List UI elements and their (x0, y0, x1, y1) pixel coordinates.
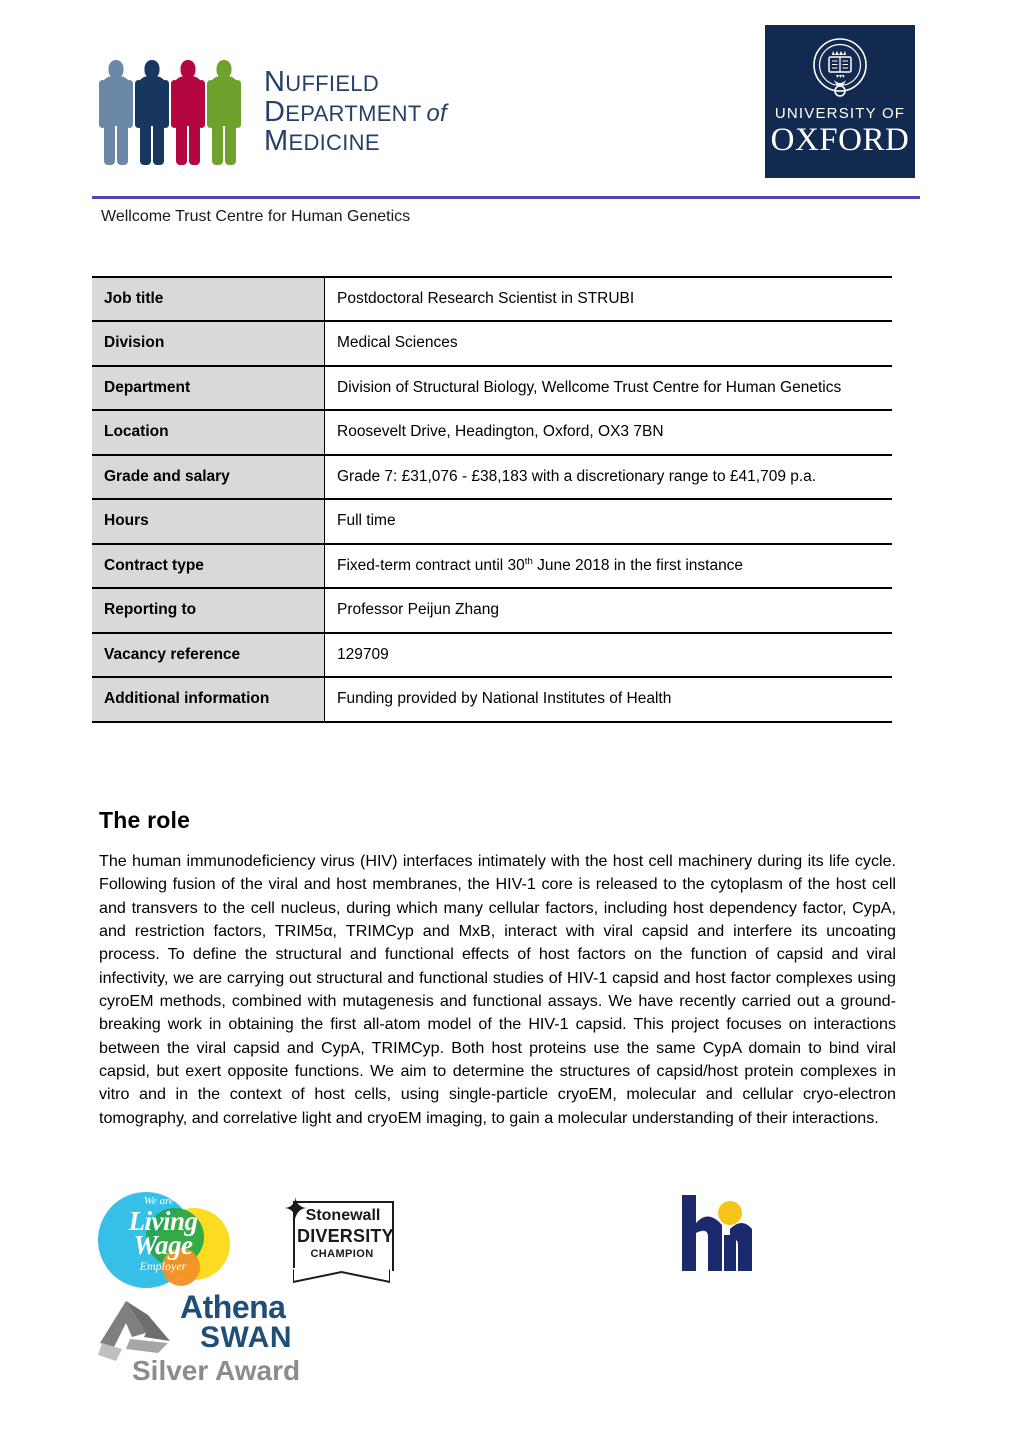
row-value-job-title: Postdoctoral Research Scientist in STRUBI (325, 277, 893, 321)
living-wage-employer-logo (98, 1190, 238, 1290)
row-label-department: Department (92, 366, 325, 410)
ndm-line1-initial: N (264, 66, 286, 99)
human-figure-icon-4 (208, 60, 240, 165)
row-label-division: Division (92, 321, 325, 365)
university-of-oxford-logo (765, 25, 915, 178)
living-wage-line-4: Employer (139, 1259, 187, 1273)
athena-swan-line-1: Athena (180, 1289, 286, 1325)
row-value-vacancy-reference: 129709 (325, 633, 893, 677)
stonewall-banner-notch (293, 1268, 390, 1284)
row-label-reporting-to: Reporting to (92, 588, 325, 632)
ndm-line3-initial: M (264, 125, 289, 158)
row-value-reporting-to: Professor Peijun Zhang (325, 588, 893, 632)
table-row (92, 633, 892, 677)
stonewall-star-icon: ✦ (283, 1193, 309, 1226)
ndm-line2-rest: EPARTMENT (285, 100, 422, 126)
table-row (92, 410, 892, 454)
oxford-crest-icon (809, 35, 871, 103)
row-value-division: Medical Sciences (325, 321, 893, 365)
footer-logos (0, 1185, 1020, 1415)
row-label-vacancy-reference: Vacancy reference (92, 633, 325, 677)
row-value-department: Division of Structural Biology, Wellcome Trust Centre for Human Genetics (325, 366, 893, 410)
oxford-wordmark: OXFORD (770, 122, 910, 158)
stonewall-line-1: Stonewall (305, 1207, 381, 1224)
table-row (92, 277, 892, 321)
living-wage-line-1: We are a (143, 1195, 183, 1207)
athena-swan-line-3: Silver Award (132, 1355, 301, 1386)
row-value-hours: Full time (325, 499, 893, 543)
contract-type-post: June 2018 in the first instance (532, 556, 744, 574)
section-heading-the-role: The role (99, 807, 191, 833)
ndm-line1-rest: UFFIELD (285, 71, 380, 97)
centre-name-heading: Wellcome Trust Centre for Human Genetics (101, 208, 411, 225)
job-details-table (92, 276, 892, 723)
page-header (0, 0, 1020, 225)
row-label-grade-and-salary: Grade and salary (92, 455, 325, 499)
oxford-university-label: UNIVERSITY OF (774, 105, 906, 122)
table-row (92, 499, 892, 543)
row-value-location: Roosevelt Drive, Headington, Oxford, OX3 7BN (325, 410, 893, 454)
table-row (92, 455, 892, 499)
table-row (92, 544, 892, 589)
ndm-human-figures-icon (100, 60, 240, 165)
stonewall-line-3: CHAMPION (310, 1248, 374, 1260)
athena-swan-silver-award-logo (96, 1285, 306, 1395)
stonewall-diversity-champion-logo (283, 1195, 393, 1283)
stonewall-line-2: DIVERSITY (297, 1226, 394, 1246)
row-label-job-title: Job title (92, 277, 325, 321)
row-label-additional-information: Additional information (92, 677, 325, 721)
ndm-line3-rest: EDICINE (288, 130, 380, 156)
contract-type-ordinal-suffix: th (524, 555, 533, 567)
row-value-contract-type (325, 544, 893, 589)
ndm-wordmark-line-2 (264, 95, 447, 128)
living-wage-wordmark (103, 1196, 223, 1272)
row-label-location: Location (92, 410, 325, 454)
ndm-wordmark-line-3 (264, 127, 447, 157)
table-row (92, 366, 892, 410)
row-value-additional-information: Funding provided by National Institutes of Health (325, 677, 893, 721)
row-label-contract-type: Contract type (92, 544, 325, 589)
contract-type-pre: Fixed-term contract until 30 (337, 556, 525, 574)
section-body-the-role: The human immunodeficiency virus (HIV) interfaces intimately with the host cell machinery during its life cycle. Following fusion of the viral and host membranes, the HIV-1 core is released to the cytoplasm of the host cell and transvers to the cell nucleus, during which many cellular factors, including host dependency factor, CypA, and restriction factors, TRIM5α, TRIMCyp and MxB, interact with viral capsid and interfere its uncoating process. To define the structural and functional effects of host factors on the function of capsid and viral infectivity, we are carrying out structural and functional studies of HIV-1 capsid and host factor complexes using cyroEM methods, combined with mutagenesis and functional assays. We have recently carried out a ground-breaking work in obtaining the first all-atom model of the HIV-1 capsid. This project focuses on interactions between the viral capsid and CypA, TRIMCyp. Both host proteins use the same CypA domain to bind viral capsid, but exert opposite functions. We aim to determine the structures of capsid/host protein complexes in vitro and in the context of host cells, using single-particle cryoEM, molecular and cellular cryo-electron tomography, and correlative light and cryoEM imaging, to gain a molecular understanding of their interactions. (99, 852, 896, 1127)
hr-excellence-in-research-logo (672, 1193, 762, 1285)
living-wage-line-2: Living (128, 1206, 198, 1236)
table-row (92, 321, 892, 365)
living-wage-line-3: Wage (133, 1230, 193, 1260)
human-figure-icon-1 (100, 60, 132, 165)
row-label-hours: Hours (92, 499, 325, 543)
athena-swan-line-2: SWAN (200, 1321, 292, 1354)
table-row (92, 588, 892, 632)
human-figure-icon-2 (136, 60, 168, 165)
nuffield-department-of-medicine-logo (100, 60, 447, 165)
ndm-line2-initial: D (264, 95, 286, 128)
table-row (92, 677, 892, 721)
row-value-grade-and-salary: Grade 7: £31,076 - £38,183 with a discretionary range to £41,709 p.a. (325, 455, 893, 499)
ndm-wordmark (264, 68, 447, 157)
human-figure-icon-3 (172, 60, 204, 165)
header-divider-rule (92, 196, 920, 199)
ndm-line2-italic: of (426, 99, 447, 127)
ndm-wordmark-line-1 (264, 68, 447, 98)
